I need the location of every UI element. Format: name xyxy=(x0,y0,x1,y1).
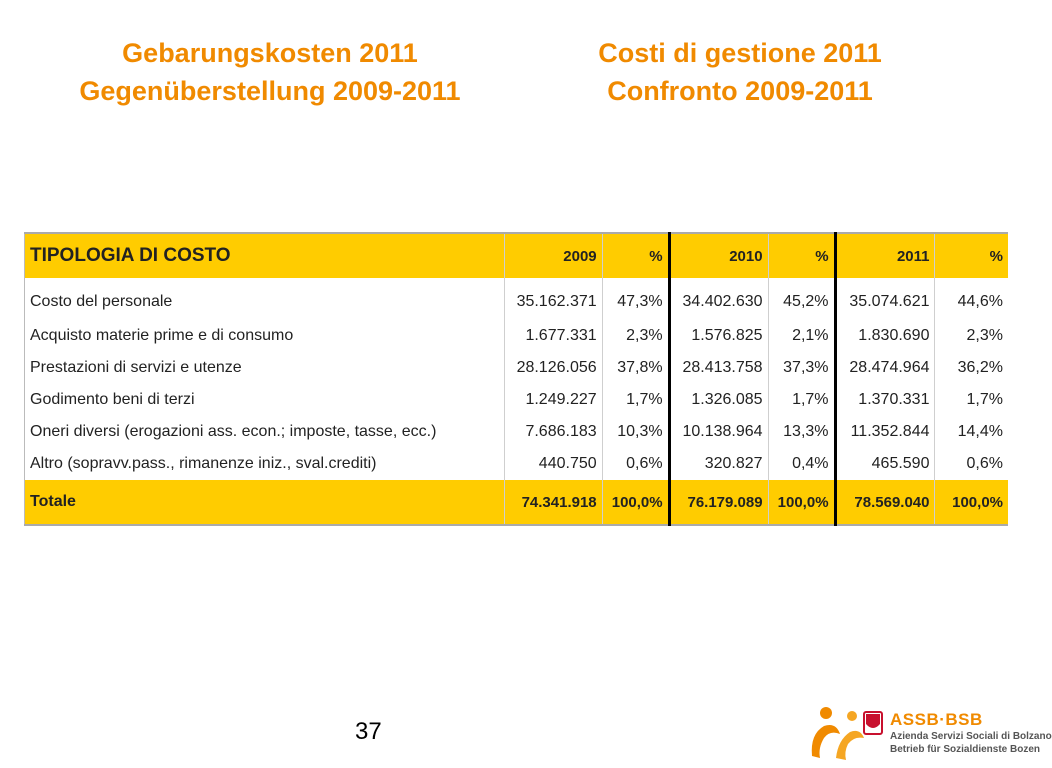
header-cost-type: TIPOLOGIA DI COSTO xyxy=(25,233,505,278)
cell-pct-2010: 37,3% xyxy=(768,352,835,384)
total-label: Totale xyxy=(25,480,505,525)
total-2009: 74.341.918 xyxy=(504,480,602,525)
cell-pct-2011: 2,3% xyxy=(935,320,1008,352)
cell-pct-2011: 14,4% xyxy=(935,416,1008,448)
row-label: Costo del personale xyxy=(25,278,505,320)
cell-pct-2009: 37,8% xyxy=(602,352,669,384)
title-italian-line1: Costi di gestione 2011 xyxy=(598,38,882,68)
title-german-line2: Gegenüberstellung 2009-2011 xyxy=(79,76,461,106)
cell-pct-2009: 1,7% xyxy=(602,384,669,416)
cell-2010: 10.138.964 xyxy=(669,416,768,448)
title-italian-line2: Confronto 2009-2011 xyxy=(607,76,873,106)
cell-pct-2010: 45,2% xyxy=(768,278,835,320)
header-pct-2011: % xyxy=(935,233,1008,278)
table-header-row xyxy=(25,233,1009,278)
header-pct-2009: % xyxy=(602,233,669,278)
title-german-line1: Gebarungskosten 2011 xyxy=(122,38,418,68)
title-italian xyxy=(510,34,970,110)
total-pct-2010: 100,0% xyxy=(768,480,835,525)
cell-2011: 1.830.690 xyxy=(835,320,935,352)
cell-pct-2009: 2,3% xyxy=(602,320,669,352)
table-row xyxy=(25,352,1009,384)
total-2010: 76.179.089 xyxy=(669,480,768,525)
cell-pct-2011: 0,6% xyxy=(935,448,1008,480)
row-label: Prestazioni di servizi e utenze xyxy=(25,352,505,384)
header-2011: 2011 xyxy=(835,233,935,278)
table-row xyxy=(25,320,1009,352)
table-row xyxy=(25,448,1009,480)
cell-2011: 465.590 xyxy=(835,448,935,480)
logo-subtitle-german: Betrieb für Sozialdienste Bozen xyxy=(890,744,1041,755)
cell-2011: 1.370.331 xyxy=(835,384,935,416)
cost-table xyxy=(24,232,1008,526)
row-label: Acquisto materie prime e di consumo xyxy=(25,320,505,352)
total-pct-2011: 100,0% xyxy=(935,480,1008,525)
logo-subtitle-italian: Azienda Servizi Sociali di Bolzano xyxy=(890,731,1052,742)
table-total-row xyxy=(25,480,1009,525)
cell-2010: 320.827 xyxy=(669,448,768,480)
cell-pct-2011: 44,6% xyxy=(935,278,1008,320)
header-pct-2010: % xyxy=(768,233,835,278)
cell-pct-2010: 13,3% xyxy=(768,416,835,448)
cell-pct-2011: 36,2% xyxy=(935,352,1008,384)
cell-2009: 28.126.056 xyxy=(504,352,602,384)
cell-pct-2009: 0,6% xyxy=(602,448,669,480)
cell-2009: 1.677.331 xyxy=(504,320,602,352)
cell-2009: 35.162.371 xyxy=(504,278,602,320)
row-label: Godimento beni di terzi xyxy=(25,384,505,416)
header-2010: 2010 xyxy=(669,233,768,278)
cell-2011: 11.352.844 xyxy=(835,416,935,448)
cell-pct-2009: 10,3% xyxy=(602,416,669,448)
cell-2009: 7.686.183 xyxy=(504,416,602,448)
cell-pct-2010: 2,1% xyxy=(768,320,835,352)
cell-2011: 28.474.964 xyxy=(835,352,935,384)
cell-2009: 1.249.227 xyxy=(504,384,602,416)
cell-pct-2009: 47,3% xyxy=(602,278,669,320)
cell-2010: 28.413.758 xyxy=(669,352,768,384)
total-2011: 78.569.040 xyxy=(835,480,935,525)
logo-name: ASSB·BSB xyxy=(890,710,983,729)
cell-pct-2011: 1,7% xyxy=(935,384,1008,416)
header-2009: 2009 xyxy=(504,233,602,278)
table-row xyxy=(25,416,1009,448)
assb-logo xyxy=(806,704,1052,760)
table-row xyxy=(25,384,1009,416)
cell-pct-2010: 1,7% xyxy=(768,384,835,416)
total-pct-2009: 100,0% xyxy=(602,480,669,525)
row-label: Altro (sopravv.pass., rimanenze iniz., sval.crediti) xyxy=(25,448,505,480)
page-number: 37 xyxy=(355,718,382,745)
cell-2010: 1.326.085 xyxy=(669,384,768,416)
title-german xyxy=(30,34,510,110)
people-figures-icon xyxy=(806,704,884,760)
table-row xyxy=(25,278,1009,320)
cell-2010: 1.576.825 xyxy=(669,320,768,352)
cell-2011: 35.074.621 xyxy=(835,278,935,320)
cell-pct-2010: 0,4% xyxy=(768,448,835,480)
row-label: Oneri diversi (erogazioni ass. econ.; imposte, tasse, ecc.) xyxy=(25,416,505,448)
cell-2009: 440.750 xyxy=(504,448,602,480)
cell-2010: 34.402.630 xyxy=(669,278,768,320)
